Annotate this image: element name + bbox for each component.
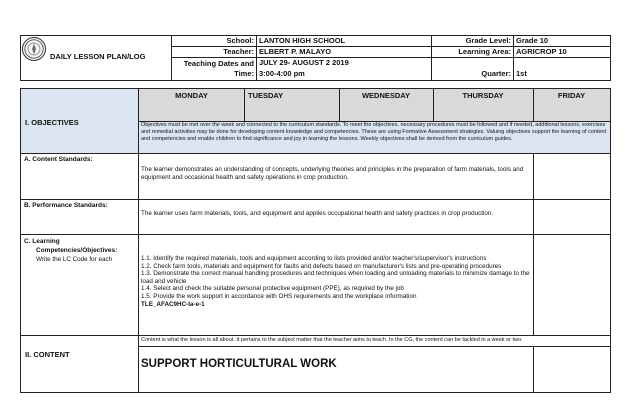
- school-value: LANTON HIGH SCHOOL: [259, 36, 346, 45]
- plan-title: DAILY LESSON PLAN/LOG: [50, 52, 146, 61]
- competency-item: 1.5. Provide the work support in accordance with OHS requirements and the workplace information: [141, 292, 417, 300]
- performance-standards-label: B. Performance Standards:: [24, 202, 108, 209]
- content-note: Content is what the lesson is all about. It pertains to the subject matter that the teacher aims to teach. In the CG, the content can be tackled in a week or two.: [141, 337, 523, 343]
- column-divider: [533, 346, 534, 393]
- day-wednesday: WEDNESDAY: [361, 91, 411, 100]
- dates-label-line2: Time:: [234, 69, 254, 78]
- column-divider: [339, 88, 340, 121]
- competencies-label-line3: Write the LC Code for each: [36, 256, 113, 263]
- row-divider: [20, 335, 611, 336]
- day-friday: FRIDAY: [557, 91, 586, 100]
- row-divider: [20, 234, 611, 235]
- competency-item: 1.1. Identify the required materials, tools and equipment according to lists provided and/or teacher's/supervisor's instructions: [141, 255, 487, 262]
- row-divider: [139, 346, 611, 347]
- competency-list: [141, 255, 531, 308]
- competency-item: 1.3. Demonstrate the correct manual handling procedures and techniques when loading and unloading materials to minimize damage to the load and vehicle: [141, 270, 530, 285]
- dates-label-line1: Teaching Dates and: [183, 59, 254, 68]
- time-value: 3:00-4:00 pm: [259, 69, 305, 78]
- content-standards-label: A. Content Standards:: [24, 156, 93, 163]
- quarter-label: Quarter:: [481, 69, 511, 78]
- teacher-label: Teacher:: [223, 47, 254, 56]
- content-label: II. CONTENT: [25, 350, 70, 359]
- area-label: Learning Area:: [458, 47, 511, 56]
- grade-value: Grade 10: [516, 36, 549, 45]
- quarter-value: 1st: [516, 69, 527, 78]
- row-divider: [20, 199, 611, 200]
- column-divider: [138, 88, 139, 393]
- deped-seal-icon: [22, 37, 46, 61]
- competency-item: 1.2. Check farm tools, materials and equipment for faults and defects based on manufacturer's lists and pre-operating procedures: [141, 262, 502, 270]
- content-standards-text: The learner demonstrates an understanding of concepts, underlying theories and principles in the preparation of farm materials, tools and equipment and occasional health and safety operations in crop production.: [141, 166, 524, 181]
- teacher-value: ELBERT P. MALAYO: [259, 47, 332, 56]
- day-monday: MONDAY: [175, 91, 208, 100]
- content-title: SUPPORT HORTICULTURAL WORK: [141, 358, 337, 370]
- competencies-label-line2: Competencies/Objectives:: [36, 247, 118, 254]
- column-divider: [244, 88, 245, 121]
- column-divider: [533, 153, 534, 335]
- competency-item: 1.4. Select and check the suitable personal protective equipment (PPE), as required by the job: [141, 285, 404, 293]
- row-divider: [20, 153, 611, 154]
- area-value: AGRICROP 10: [516, 47, 567, 56]
- dates-value: JULY 29- AUGUST 2 2019: [259, 58, 349, 67]
- objectives-note: Objectives must be met over the week and connected to the curriculum standards. To meet the objectives, necessary procedures must be followed and if needed, additional lessons, exercises and remedial activities may be done for developing content knowledge and competencies. These are using Formative Assessment strategies. Valuing objectives support the learning of content and competencies and enable children to find significance and joy in learning the lessons. Weekly objectives shall be derived from the curriculum guides.: [141, 122, 607, 142]
- day-tuesday: TUESDAY: [248, 91, 284, 100]
- school-label: School:: [226, 36, 254, 45]
- column-divider: [533, 88, 534, 121]
- competencies-label-line1: C. Learning: [24, 238, 60, 245]
- objectives-label: I. OBJECTIVES: [25, 118, 79, 127]
- column-divider: [433, 88, 434, 121]
- row-divider: [139, 121, 611, 122]
- performance-standards-text: The learner uses farm materials, tools, and equipment and applies occupational health and safety practices in crop production.: [141, 210, 494, 217]
- grade-label: Grade Level:: [465, 36, 511, 45]
- lc-code: TLE_AFAC9HC-Ia-e-1: [141, 300, 205, 308]
- day-thursday: THURSDAY: [462, 91, 504, 100]
